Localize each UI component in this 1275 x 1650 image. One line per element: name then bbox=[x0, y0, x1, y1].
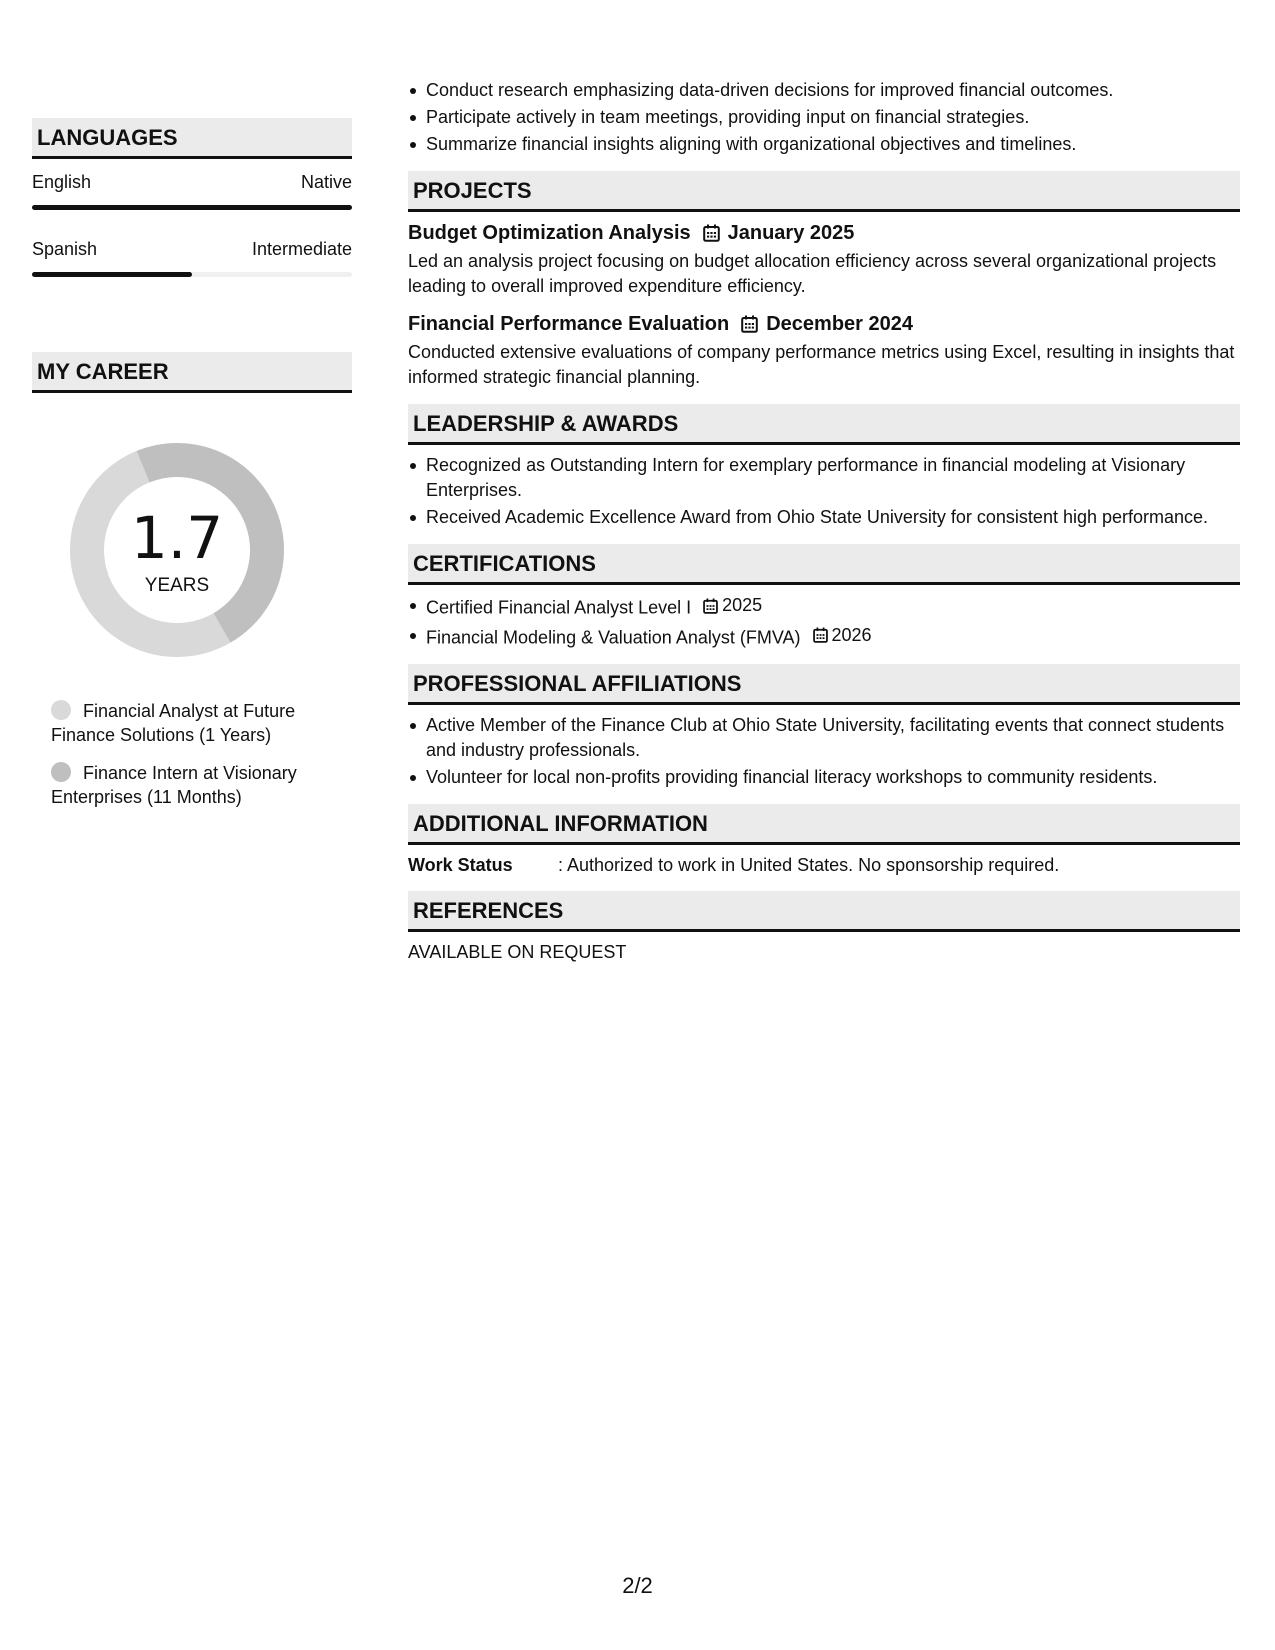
language-proficiency-bar bbox=[32, 205, 352, 210]
legend-dot bbox=[51, 762, 71, 782]
list-item: Participate actively in team meetings, providing input on financial strategies. bbox=[408, 105, 1240, 130]
language-proficiency-bar bbox=[32, 272, 352, 277]
list-item: Conduct research emphasizing data-driven decisions for improved financial outcomes. bbox=[408, 78, 1240, 103]
additional-info-section bbox=[408, 804, 1240, 877]
project-title-row bbox=[408, 311, 1240, 337]
career-legend-item bbox=[51, 699, 331, 747]
calendar-icon bbox=[813, 627, 828, 643]
career-legend-item bbox=[51, 761, 331, 809]
affiliations-section bbox=[408, 664, 1240, 790]
list-item bbox=[408, 623, 1240, 651]
project-title-row bbox=[408, 220, 1240, 246]
affiliations-heading: PROFESSIONAL AFFILIATIONS bbox=[408, 664, 1240, 705]
leadership-section bbox=[408, 404, 1240, 530]
language-name: Spanish bbox=[32, 239, 98, 259]
project-date: December 2024 bbox=[766, 313, 913, 335]
list-item bbox=[408, 593, 1240, 621]
language-item bbox=[32, 171, 352, 210]
calendar-icon bbox=[741, 315, 758, 333]
additional-info-heading: ADDITIONAL INFORMATION bbox=[408, 804, 1240, 845]
work-status-value: : Authorized to work in United States. No sponsorship required. bbox=[558, 855, 1060, 875]
experience-bullets bbox=[408, 78, 1240, 157]
career-total-value: 1.7 bbox=[130, 504, 224, 572]
work-status-row bbox=[408, 853, 1240, 877]
legend-dot bbox=[51, 700, 71, 720]
language-level: Native bbox=[300, 172, 352, 192]
career-entry-label: Financial Analyst at Future Finance Solutions (1 Years) bbox=[51, 701, 296, 745]
certification-year: 2025 bbox=[722, 595, 763, 615]
career-entry-label: Finance Intern at Visionary Enterprises (11 Months) bbox=[51, 763, 297, 807]
languages-heading: LANGUAGES bbox=[32, 118, 352, 159]
project-title: Budget Optimization Analysis bbox=[408, 222, 691, 244]
language-proficiency-fill bbox=[32, 272, 192, 277]
references-heading: REFERENCES bbox=[408, 891, 1240, 932]
list-item: Active Member of the Finance Club at Ohio State University, facilitating events that connect students and industry professionals. bbox=[408, 713, 1240, 763]
career-heading: MY CAREER bbox=[32, 352, 352, 393]
references-section bbox=[408, 891, 1240, 964]
project-title: Financial Performance Evaluation bbox=[408, 313, 730, 335]
list-item: Recognized as Outstanding Intern for exemplary performance in financial modeling at Visionary Enterprises. bbox=[408, 453, 1240, 503]
career-total-unit: YEARS bbox=[144, 575, 210, 596]
project-description: Led an analysis project focusing on budget allocation efficiency across several organizational projects leading to overall improved expenditure efficiency. bbox=[408, 251, 1217, 296]
references-text: AVAILABLE ON REQUEST bbox=[408, 942, 627, 962]
certification-year: 2026 bbox=[831, 624, 872, 645]
certifications-heading: CERTIFICATIONS bbox=[408, 544, 1240, 585]
project-date: January 2025 bbox=[727, 222, 855, 244]
leadership-heading: LEADERSHIP & AWARDS bbox=[408, 404, 1240, 445]
work-status-label: Work Status bbox=[408, 855, 513, 875]
sidebar bbox=[32, 118, 352, 823]
projects-heading: PROJECTS bbox=[408, 171, 1240, 212]
career-donut-chart bbox=[62, 435, 292, 665]
calendar-icon bbox=[703, 224, 720, 242]
certifications-section bbox=[408, 544, 1240, 650]
list-item: Summarize financial insights aligning with organizational objectives and timelines. bbox=[408, 132, 1240, 157]
page-number: 2/2 bbox=[622, 1573, 653, 1598]
language-name: English bbox=[32, 172, 92, 192]
calendar-icon bbox=[703, 598, 718, 614]
certification-name: Certified Financial Analyst Level I bbox=[426, 597, 692, 618]
list-item: Received Academic Excellence Award from Ohio State University for consistent high performance. bbox=[408, 505, 1240, 530]
project-description: Conducted extensive evaluations of company performance metrics using Excel, resulting in insights that informed strategic financial planning. bbox=[408, 342, 1235, 387]
career-legend bbox=[51, 699, 331, 809]
projects-section bbox=[408, 171, 1240, 390]
language-proficiency-fill bbox=[32, 205, 352, 210]
language-item bbox=[32, 238, 352, 277]
certification-name: Financial Modeling & Valuation Analyst (FMVA) bbox=[426, 627, 801, 647]
main-content bbox=[408, 78, 1240, 964]
list-item: Volunteer for local non-profits providing financial literacy workshops to community residents. bbox=[408, 765, 1240, 790]
language-level: Intermediate bbox=[251, 239, 352, 259]
